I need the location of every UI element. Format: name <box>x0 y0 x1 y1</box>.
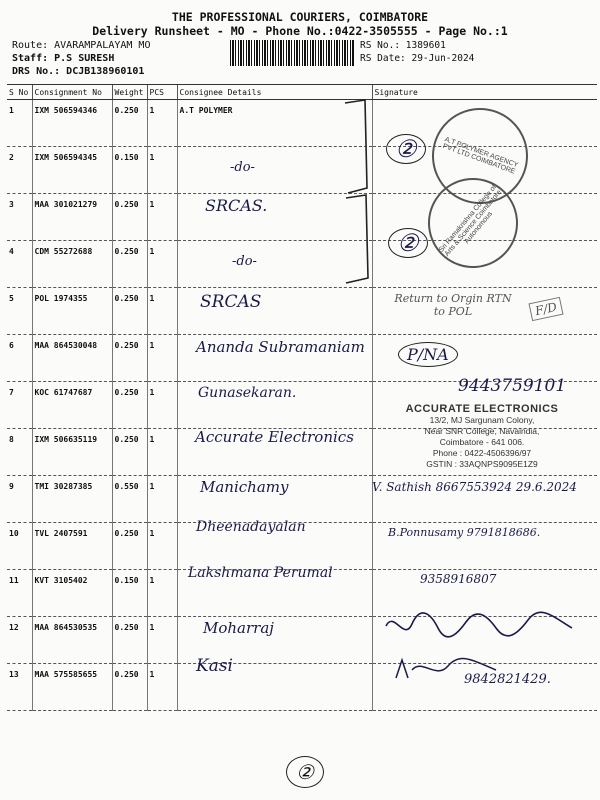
company-stamp: A.T POLYMER AGENCY PVT LTD COIMBATORE <box>418 94 541 217</box>
signature-phone: 9358916807 <box>420 572 497 586</box>
handwritten-consignee: Gunasekaran. <box>198 385 297 401</box>
consignment-cell: MAA 864530535 <box>32 617 112 664</box>
pcs-cell: 1 <box>147 476 177 523</box>
college-stamp: Sri Ramakrishna College of Arts & Science Coimbatore Autonomous <box>410 160 537 287</box>
pcs-cell: 1 <box>147 523 177 570</box>
signature-ponnusamy: B.Ponnusamy 9791818686. <box>388 526 541 539</box>
handwritten-mark: ② <box>388 228 428 258</box>
pcs-cell: 1 <box>147 382 177 429</box>
stamp-line: 13/2, MJ Sargunam Colony, <box>429 415 535 425</box>
col-consignee: Consignee Details <box>177 85 372 100</box>
consignment-cell: CDM 55272688 <box>32 241 112 288</box>
consignment-cell: MAA 301021279 <box>32 194 112 241</box>
pcs-cell: 1 <box>147 664 177 711</box>
route-label: Route: AVARAMPALAYAM MO <box>12 40 151 51</box>
weight-cell: 0.250 <box>112 335 147 382</box>
consignment-cell: IXM 506594345 <box>32 147 112 194</box>
consignment-cell: IXM 506594346 <box>32 100 112 147</box>
consignment-cell: KOC 61747687 <box>32 382 112 429</box>
handwritten-consignee: Ananda Subramaniam <box>196 338 365 356</box>
consignment-cell: TMI 30287385 <box>32 476 112 523</box>
bracket-mark <box>340 98 370 288</box>
pcs-cell: 1 <box>147 617 177 664</box>
weight-cell: 0.250 <box>112 288 147 335</box>
col-consignment: Consignment No <box>32 85 112 100</box>
consignment-cell: IXM 506635119 <box>32 429 112 476</box>
pcs-cell: 1 <box>147 147 177 194</box>
stamp-line: Phone : 0422-4506396/97 <box>432 448 532 458</box>
stamp-line: GSTIN : 33AQNPS9095E1Z9 <box>426 459 538 469</box>
staff-label: Staff: P.S SURESH <box>12 53 115 64</box>
consignment-cell: KVT 3105402 <box>32 570 112 617</box>
col-pcs: PCS <box>147 85 177 100</box>
sno-cell: 5 <box>7 288 32 335</box>
handwritten-consignee: Moharraj <box>203 619 274 637</box>
sno-cell: 3 <box>7 194 32 241</box>
sno-cell: 4 <box>7 241 32 288</box>
rs-number: RS No.: 1389601 <box>360 40 446 51</box>
drs-label: DRS No.: DCJB138960101 <box>12 66 145 77</box>
sno-cell: 8 <box>7 429 32 476</box>
col-signature: Signature <box>372 85 597 100</box>
runsheet-subtitle: Delivery Runsheet - MO - Phone No.:0422-3505555 - Page No.:1 <box>92 24 508 38</box>
stamp-line: Coimbatore - 641 006. <box>439 437 525 447</box>
consignment-cell: POL 1974355 <box>32 288 112 335</box>
consignment-cell: MAA 575585655 <box>32 664 112 711</box>
rs-date: RS Date: 29-Jun-2024 <box>360 53 475 64</box>
handwritten-consignee: SRCAS <box>200 292 262 312</box>
handwritten-consignee: Kasi <box>196 656 233 676</box>
sno-cell: 12 <box>7 617 32 664</box>
sno-cell: 7 <box>7 382 32 429</box>
table-header-row <box>7 85 597 100</box>
page-mark: ② <box>286 756 324 788</box>
company-title: THE PROFESSIONAL COURIERS, COIMBATORE <box>171 10 429 24</box>
handwritten-mark: ② <box>386 134 426 164</box>
pcs-cell: 1 <box>147 288 177 335</box>
weight-cell: 0.150 <box>112 147 147 194</box>
consignment-cell: TVL 2407591 <box>32 523 112 570</box>
weight-cell: 0.250 <box>112 382 147 429</box>
sno-cell: 6 <box>7 335 32 382</box>
pcs-cell: 1 <box>147 100 177 147</box>
pna-mark: P/NA <box>398 342 458 367</box>
signature-v-sathish: V. Sathish 8667553924 29.6.2024 <box>372 480 577 494</box>
weight-cell: 0.250 <box>112 429 147 476</box>
signature-phone: 9842821429. <box>464 672 551 687</box>
weight-cell: 0.250 <box>112 664 147 711</box>
barcode <box>230 40 354 66</box>
signature-scribble <box>382 606 582 646</box>
sno-cell: 1 <box>7 100 32 147</box>
accurate-stamp <box>382 404 582 470</box>
sno-cell: 2 <box>7 147 32 194</box>
handwritten-consignee: Dheenadayalan <box>196 519 306 535</box>
stamp-line: ACCURATE ELECTRONICS <box>405 403 559 415</box>
pcs-cell: 1 <box>147 570 177 617</box>
fd-note: F/D <box>528 297 563 321</box>
handwritten-consignee: -do- <box>232 254 257 269</box>
table-row <box>7 664 597 711</box>
sno-cell: 11 <box>7 570 32 617</box>
weight-cell: 0.250 <box>112 100 147 147</box>
weight-cell: 0.250 <box>112 241 147 288</box>
pcs-cell: 1 <box>147 194 177 241</box>
col-sno: S No <box>7 85 32 100</box>
weight-cell: 0.250 <box>112 194 147 241</box>
handwritten-consignee: Accurate Electronics <box>195 428 354 446</box>
handwritten-consignee: SRCAS. <box>205 196 268 215</box>
col-weight: Weight <box>112 85 147 100</box>
pcs-cell: 1 <box>147 335 177 382</box>
sno-cell: 13 <box>7 664 32 711</box>
handwritten-consignee: -do- <box>230 160 255 175</box>
handwritten-consignee: Manichamy <box>200 478 289 496</box>
consignee-cell: A.T POLYMER <box>177 100 372 147</box>
sno-cell: 10 <box>7 523 32 570</box>
weight-cell: 0.250 <box>112 523 147 570</box>
handwritten-consignee: Lakshmana Perumal <box>188 565 333 581</box>
consignment-cell: MAA 864530048 <box>32 335 112 382</box>
pcs-cell: 1 <box>147 429 177 476</box>
pcs-cell: 1 <box>147 241 177 288</box>
sno-cell: 9 <box>7 476 32 523</box>
weight-cell: 0.250 <box>112 617 147 664</box>
return-note: Return to Orgin RTN to POL <box>394 292 512 318</box>
weight-cell: 0.150 <box>112 570 147 617</box>
phone-note: 9443759101 <box>458 376 567 396</box>
stamp-line: Near SNR College, Navaindia, <box>424 426 540 436</box>
weight-cell: 0.550 <box>112 476 147 523</box>
